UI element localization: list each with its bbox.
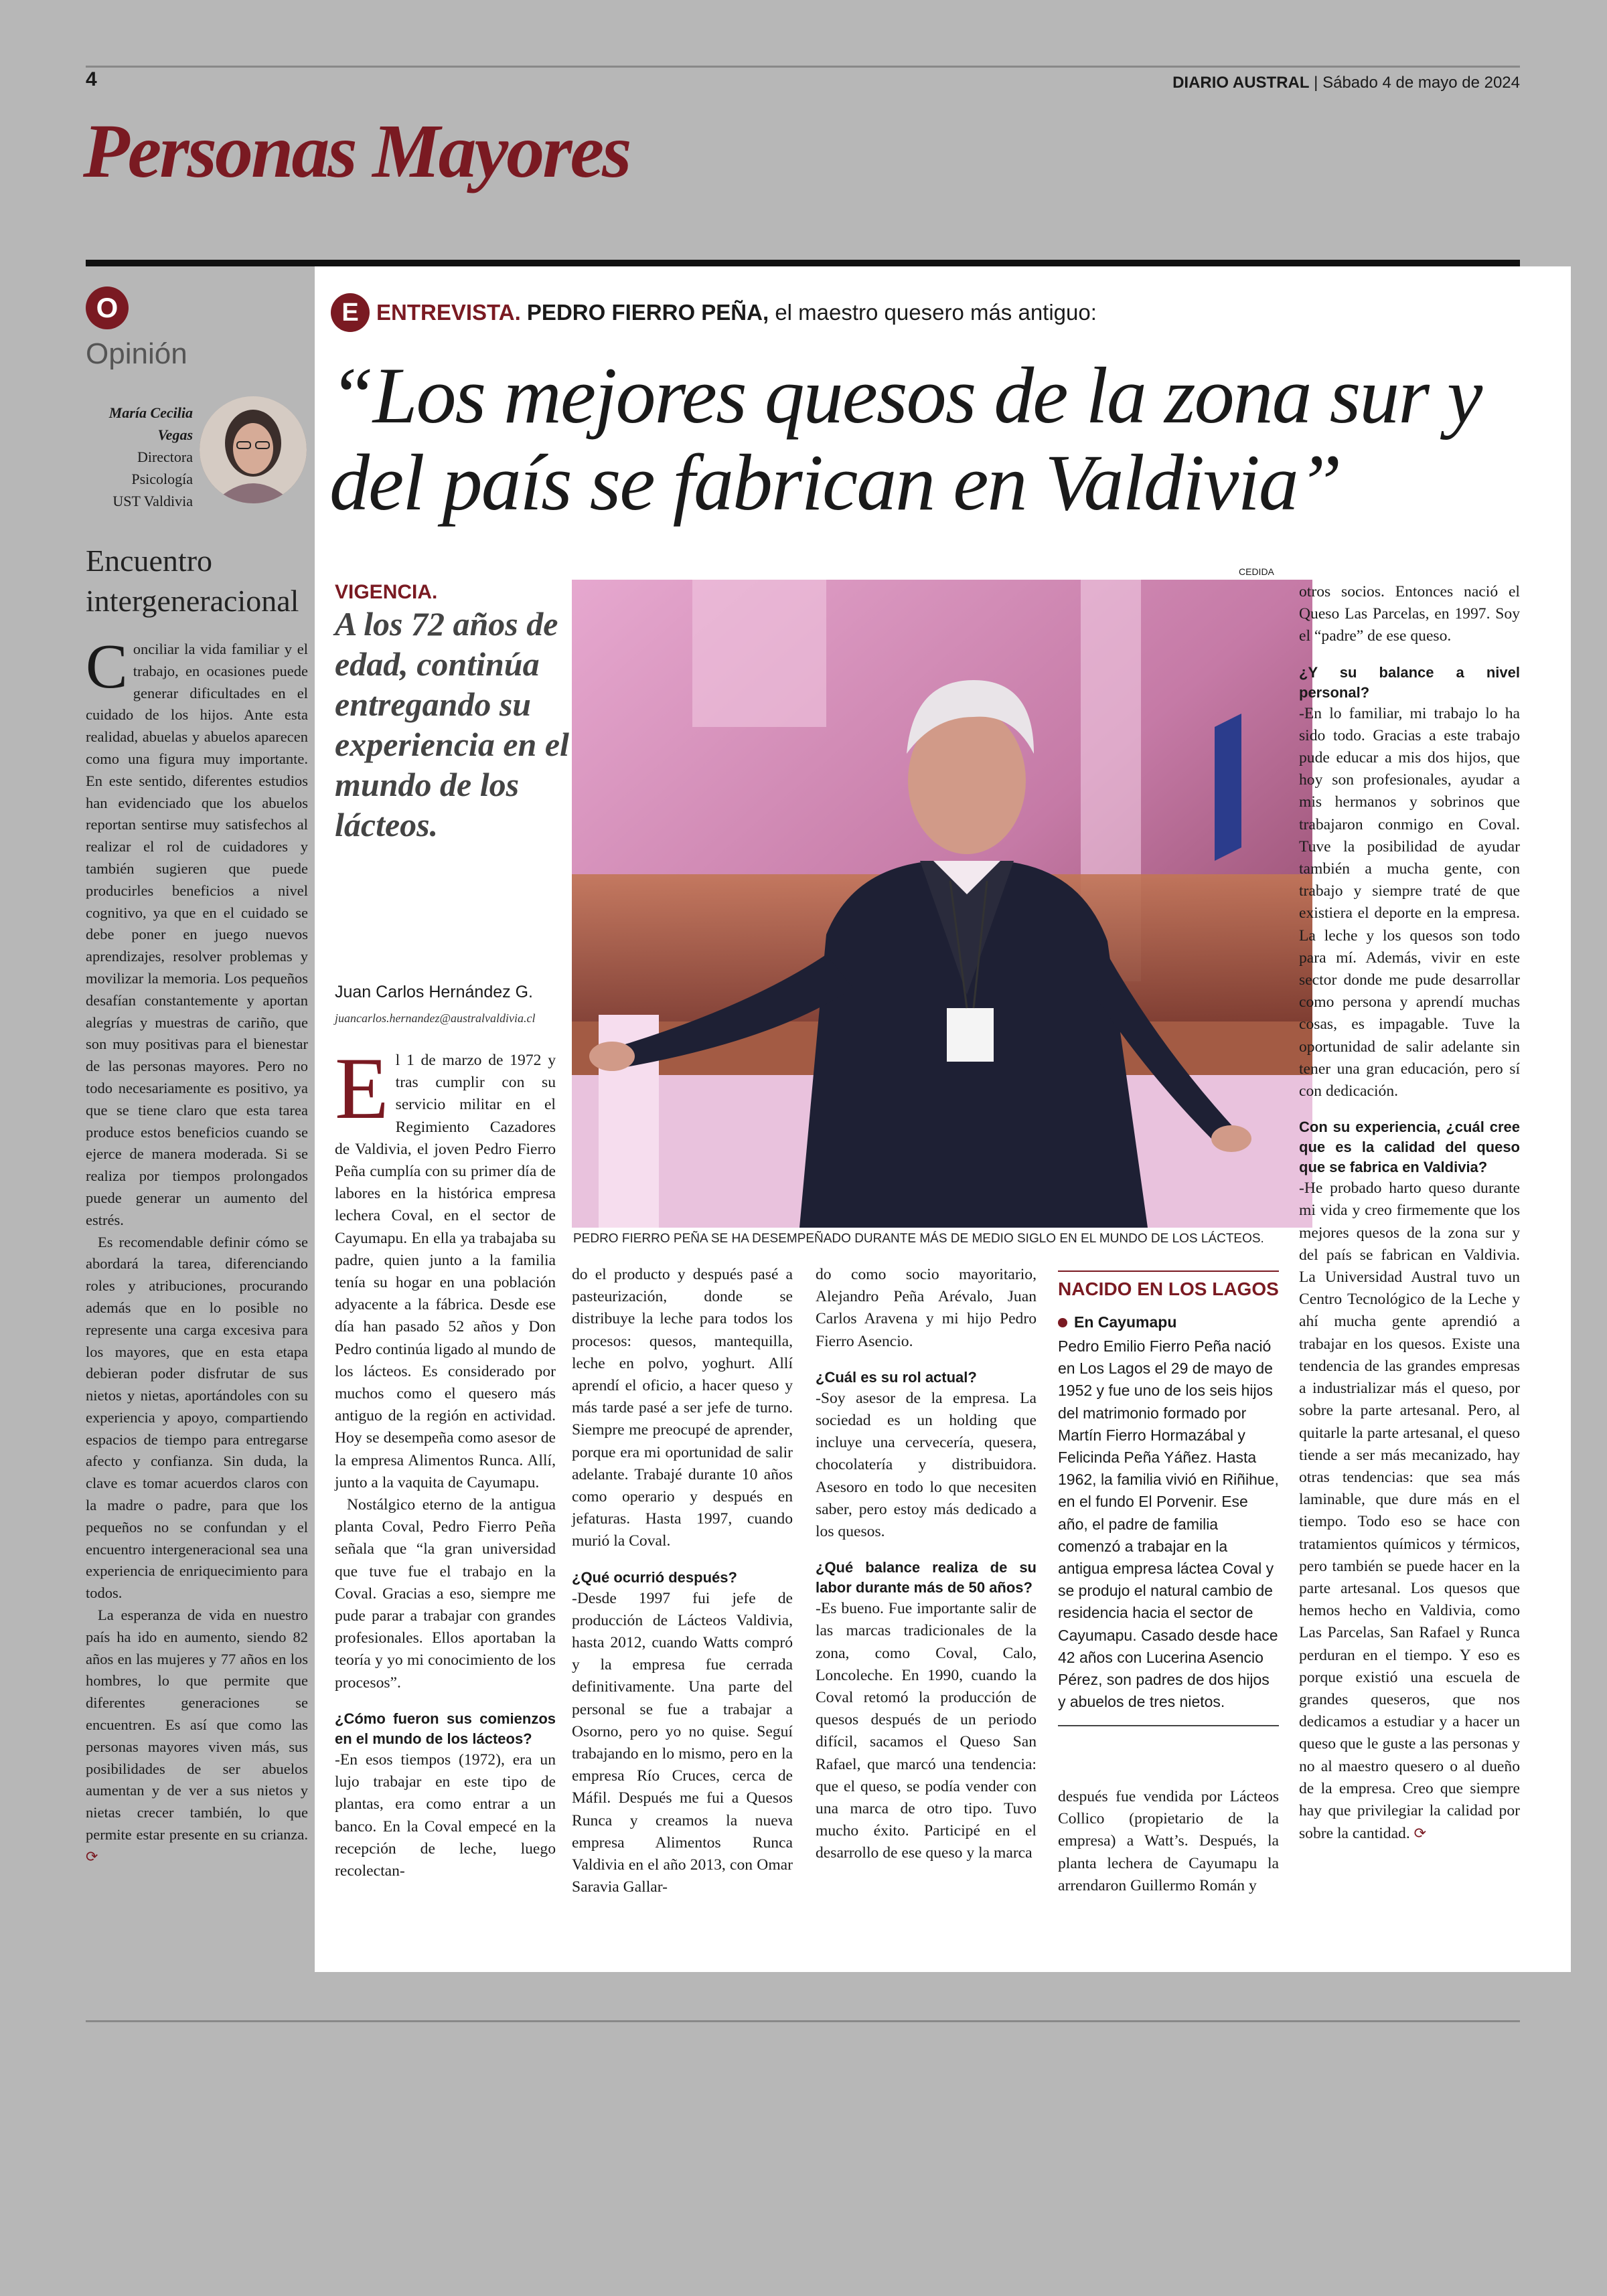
page-number: 4 xyxy=(86,68,97,90)
opinion-body xyxy=(86,632,308,1868)
author-dept: Psicología xyxy=(131,471,193,487)
kicker-rest: el maestro quesero más antiguo: xyxy=(775,300,1097,325)
photo-caption: PEDRO FIERRO PEÑA SE HA DESEMPEÑADO DURANTE MÁS DE MEDIO SIGLO EN EL MUNDO DE LOS LÁCTEOS. xyxy=(573,1232,1264,1246)
box-title: NACIDO EN LOS LAGOS xyxy=(1058,1270,1279,1300)
byline xyxy=(335,983,556,1026)
author-institution: UST Valdivia xyxy=(112,493,193,509)
end-mark-icon: ⟳ xyxy=(86,1848,98,1865)
article-column-3 xyxy=(816,1264,1037,1865)
article-dropcap: E xyxy=(335,1039,389,1137)
article-paragraph: do como socio mayoritario, Alejandro Peña Arévalo, Juan Carlos Aravena y mi hijo Pedro Fierro Asencio. xyxy=(816,1266,1037,1350)
interview-question: ¿Cuál es su rol actual? xyxy=(816,1368,977,1386)
author-avatar xyxy=(200,396,307,503)
author-block xyxy=(86,402,308,522)
section-rule xyxy=(86,260,1520,266)
opinion-label: Opinión xyxy=(86,337,187,370)
dateline: DIARIO AUSTRAL | Sábado 4 de mayo de 2024 xyxy=(1172,74,1520,92)
article-paragraph: do el producto y después pasé a pasteurización, donde se distribuye la leche para todos los procesos: quesos, mantequilla, leche en polvo, yoghurt. Allí aprendí el oficio, a hacer queso y más tarde pasé a ser jefe de turno. Siempre me preocupé de aprender, porque era mi oportunidad de salir adelante. Trabajé durante 10 años como operario y después en jefaturas. Hasta 1997, cuando murió la Coval. xyxy=(572,1266,793,1550)
kicker-text xyxy=(376,300,1097,325)
article-lead: l 1 de marzo de 1972 y tras cumplir con su servicio militar en el Regimiento Cazadores de Valdivia, el joven Pedro Fierro Peña cumplía con su primer día de labores en la histórica empresa lechera Coval, en el sector de Cayumapu. En ella ya trabajaba su padre, quien junto a la familia tenía su hogar en una población adyacente a la fábrica. Desde ese día han pasado 52 años y Don Pedro continúa ligado al mundo de los lácteos. Es considerado por muchos como el quesero más antiguo de la región en actividad. Hoy se desempeña como asesor de la empresa Alimentos Runca. Allí, junto a la vaquita de Cayumapu. xyxy=(335,1052,556,1491)
interview-question: ¿Cómo fueron sus comienzos en el mundo de los lácteos? xyxy=(335,1710,556,1747)
interview-panel xyxy=(315,266,1571,1972)
kicker-label: ENTREVISTA. xyxy=(376,300,521,325)
interview-answer: -Es bueno. Fue importante salir de las marcas tradicionales de la zona, como Coval, Calo, Loncoleche. En 1990, cuando la Coval retomó la producción de quesos después de un periodo difícil, sacamos el Queso San Rafael, que marcó una tendencia: que el queso, se podía vender con una marca de otro tipo. Tuvo mucho éxito. Participé en el desarrollo de ese queso y la marca xyxy=(816,1600,1037,1862)
kicker-name: PEDRO FIERRO PEÑA, xyxy=(526,300,769,325)
byline-email: juancarlos.hernandez@australvaldivia.cl xyxy=(335,1011,536,1025)
issue-date: Sábado 4 de mayo de 2024 xyxy=(1322,74,1520,92)
author-credits xyxy=(86,402,193,512)
opinion-title: Encuentro intergeneracional xyxy=(86,544,299,618)
interview-question: Con su experiencia, ¿cuál cree que es la calidad del queso que se fabrica en Valdivia? xyxy=(1299,1119,1520,1176)
author-name: María Cecilia Vegas xyxy=(108,404,193,443)
bottom-rule xyxy=(86,2020,1520,2022)
sidebar-box xyxy=(1058,1270,1279,1726)
portrait-photo-image xyxy=(572,580,1312,1228)
interview-question: ¿Qué ocurrió después? xyxy=(572,1568,737,1586)
interview-question: ¿Y su balance a nivel personal? xyxy=(1299,663,1520,701)
photo-credit: CEDIDA xyxy=(1239,566,1274,577)
article-paragraph: después fue vendida por Lácteos Collico (propietario de la empresa) a Watt’s. Después, la planta lechera de Cayumapu la arrendaron Guillermo Román y xyxy=(1058,1788,1279,1894)
section-title: Personas Mayores xyxy=(83,108,630,193)
opinion-paragraph-2: Es recomendable definir cómo se abordará la tarea, diferenciando roles y atribuciones, procurando además que en lo posible no represente una carga excesiva para los mayores, que en esta etapa debieran poder disfrutar de sus nietos y nietas, aportándoles con su experiencia y apoyo, compartiendo espacios de tiempo para entregarse afecto y confianza. Sin duda, la clave es tomar acuerdos claros con la madre o padre, para que los pequeños no se confundan y el encuentro intergeneracional sea una experiencia de enriquecimiento para todos. xyxy=(86,1233,308,1602)
article-column-5 xyxy=(1299,581,1520,1845)
author-role: Directora xyxy=(137,448,193,465)
newspaper-name: DIARIO AUSTRAL xyxy=(1172,74,1310,92)
interview-photo xyxy=(572,580,1312,1228)
interview-answer: -En esos tiempos (1972), era un lujo trabajar en este tipo de plantas, era como entrar a un banco. En la Coval empecé en la recepción de leche, luego recolectan- xyxy=(335,1750,556,1880)
article-column-4 xyxy=(1058,1786,1279,1897)
interview-kicker xyxy=(331,293,1097,332)
opinion-paragraph-1: onciliar la vida familiar y el trabajo, en ocasiones puede generar dificultades en el cuidado de los hijos. Ante esta realidad, abuelas y abuelos aparecen como una figura muy importante. En este sentido, diferentes estudios han evidenciado que los abuelos reportan sentirse muy satisfechos al realizar el rol de cuidadores y también sugieren que puede producirles beneficios a nivel cognitivo, ya que en el cuidado se debe poner en juego nuevos aprendizajes, resolver problemas y movilizar la memoria. Los pequeños desafían constantemente y aportan alegrías y muestras de cariño, que son muy positivas para el bienestar de las personas mayores. Pero no todo necesariamente es positivo, ya que se tiene claro que esta tarea produce estos beneficios cuando se ejerce de manera moderada. Si se realiza por tiempos prolongados puede generar un aumento del estrés. xyxy=(86,641,308,1228)
article-column-2 xyxy=(572,1264,793,1898)
opinion-dropcap: C xyxy=(86,632,128,702)
author-portrait-image xyxy=(200,396,307,503)
interview-question: ¿Qué balance realiza de su labor durante más de 50 años? xyxy=(816,1559,1037,1596)
top-rule xyxy=(86,66,1520,68)
article-paragraph: otros socios. Entonces nació el Queso Las Parcelas, en 1997. Soy el “padre” de ese queso. xyxy=(1299,583,1520,645)
opinion-badge: O xyxy=(86,286,129,329)
headline: “Los mejores quesos de la zona sur y del país se fabrican en Valdivia” xyxy=(329,351,1482,527)
box-subtitle: En Cayumapu xyxy=(1058,1313,1279,1331)
interview-answer: -En lo familiar, mi trabajo lo ha sido todo. Gracias a este trabajo pude educar a mis dos hijos, que hoy son profesionales, ayudar a mis hermanos y sobrinos que trabajaron conmigo en Coval. Tuve la posibilidad de ayudar también a mucha gente, con trabajo y siempre traté de que existiera el deporte en la empresa. La leche y los quesos son todo para mí. Además, vivir en este sector donde me pude desarrollar como persona y aprendí muchas cosas, es impagable. Tuve la oportunidad de salir adelante sin tener una gran educación, pero sí con dedicación. xyxy=(1299,704,1520,1100)
end-mark-icon: ⟳ xyxy=(1413,1825,1427,1842)
article-column-1 xyxy=(335,1039,556,1882)
opinion-paragraph-3: La esperanza de vida en nuestro país ha ido en aumento, siendo 82 años en las mujeres y 77 años en los hombres, lo que permite que diferentes generaciones se encuentren. Es así que como las personas mayores viven más, sus posibilidades de ser abuelos aumentan y de ver a sus nietos y nietas crecer también, lo que permite estar presente en su crianza. ⟳ xyxy=(86,1607,308,1865)
opinion-column xyxy=(86,286,308,1868)
interview-answer: -Soy asesor de la empresa. La sociedad es un holding que incluye una cervecería, quesera, chocolatería y distribuidora. Asesoro en todo lo que necesiten saber, pero estoy más dedicado a los quesos. xyxy=(816,1389,1037,1541)
vigencia-block xyxy=(335,581,569,845)
vigencia-tag: VIGENCIA. xyxy=(335,581,438,603)
interview-answer: -Desde 1997 fui jefe de producción de Lácteos Valdivia, hasta 2012, cuando Watts compró y la empresa fue cerrada definitivamente. Una parte del personal se fue a trabajar a Osorno, pero yo no quise. Seguí trabajando en lo mismo, pero en la empresa Río Cruces, cerca de Máfil. Después me fui a Quesos Runca y creamos la nueva empresa Alimentos Runca Valdivia en el año 2013, con Omar Saravia Gallar- xyxy=(572,1589,793,1896)
interview-badge: E xyxy=(331,293,370,332)
vigencia-text: A los 72 años de edad, continúa entregando su experiencia en el mundo de los lácteos. xyxy=(335,605,569,843)
article-paragraph: Nostálgico eterno de la antigua planta Coval, Pedro Fierro Peña señala que “la gran universidad que tuve fue el trabajo en la Coval. Gracias a eso, siempre me pude parar a trabajar con grandes profesionales. Ellos aportaban la teoría y yo mi conocimiento de los procesos”. xyxy=(335,1496,556,1692)
byline-name: Juan Carlos Hernández G. xyxy=(335,983,533,1001)
box-body: Pedro Emilio Fierro Peña nació en Los Lagos el 29 de mayo de 1952 y fue uno de los seis hijos del matrimonio formado por Martín Fierro Hormazábal y Felicinda Peña Yáñez. Hasta 1962, la familia vivió en Riñihue, en el fundo El Porvenir. Ese año, el padre de familia comenzó a trabajar en la antigua empresa láctea Coval y se produjo el natural cambio de residencia hacia el sector de Cayumapu. Casado desde hace 42 años con Lucerina Asencio Pérez, son padres de dos hijos y abuelos de tres nietos. xyxy=(1058,1335,1279,1726)
interview-answer: -He probado harto queso durante mi vida y creo firmemente que los mejores quesos de la zona sur y del país se fabrican en Valdivia. La Universidad Austral tuvo un Centro Tecnológico de la Leche y ahí mucha gente aprendió a trabajar en los quesos. Existe una tendencia de las grandes empresas a industrializar más el queso, por sobre la parte artesanal. Pero, al quitarle la parte artesanal, el queso tiende a ser más mecanizado, hay otras tendencias: que sea más laminable, que dure más en el tiempo. Todo eso se hace con tratamientos químicos y térmicos, pero también se puede hacer en la parte artesanal. Los quesos que hemos hecho en Valdivia, como Las Parcelas, San Rafael y Runca perduran en el tiempo. Y eso es porque existió una escuela de grandes queseros, que nos dedicamos a estudiar y a hacer un queso que le guste a las personas y no al maestro quesero o al dueño de la empresa. Creo que siempre hay que privilegiar la calidad por sobre la cantidad. ⟳ xyxy=(1299,1179,1520,1843)
bullet-icon xyxy=(1058,1318,1067,1327)
